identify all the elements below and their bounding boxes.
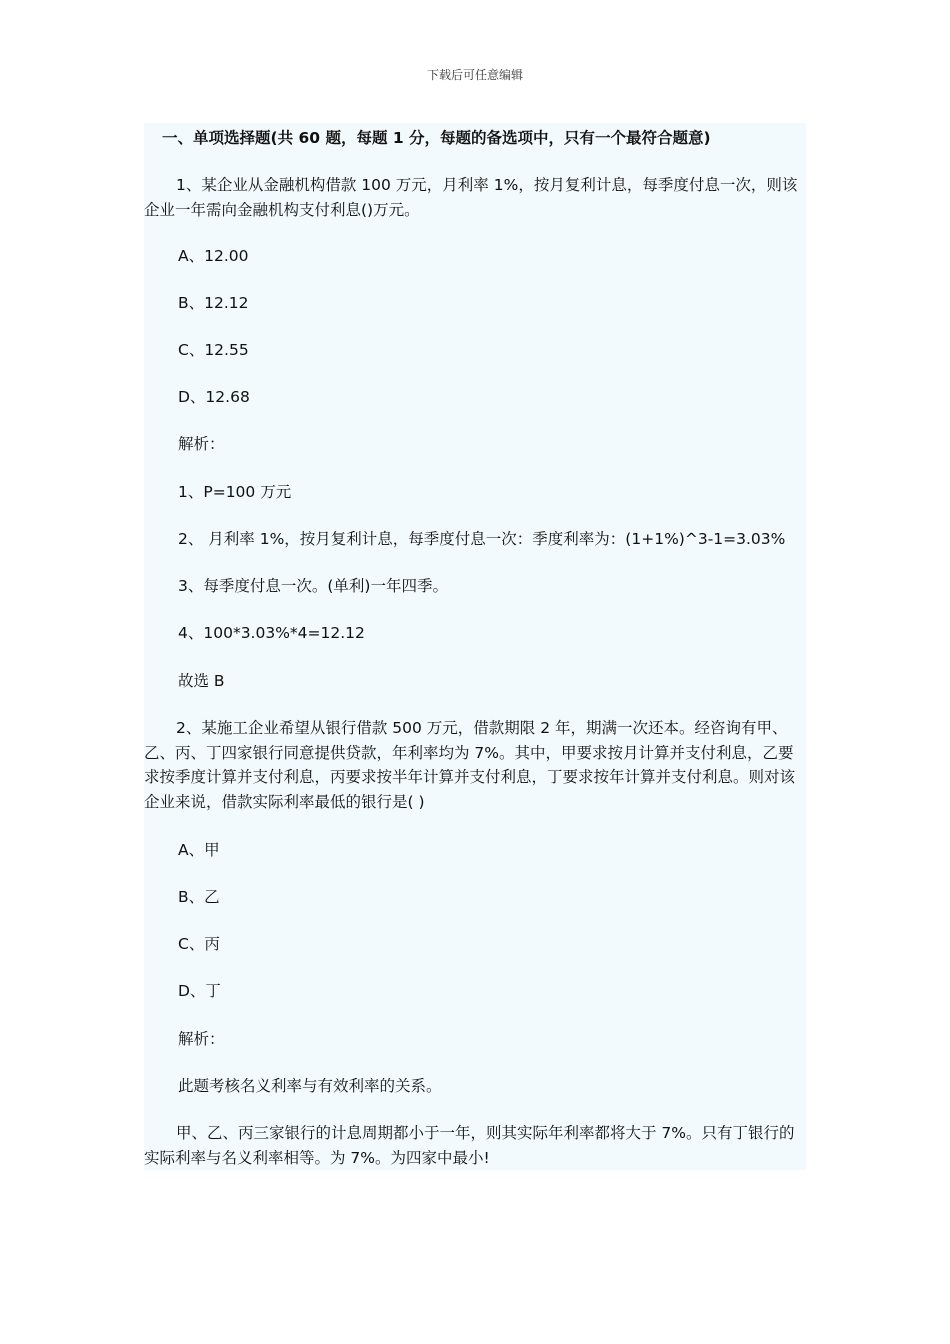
question-2-analysis-line: 此题考核名义利率与有效利率的关系。 (178, 1077, 442, 1095)
question-1-analysis-line: 3、每季度付息一次。(单利)一年四季。 (178, 577, 448, 595)
question-2-analysis-line: 甲、乙、丙三家银行的计息周期都小于一年，则其实际年利率都将大于 7%。只有丁银行的实际利率与名义利率相等。为 7%。为四家中最小! (144, 1124, 795, 1167)
question-1-option-b: B、12.12 (178, 294, 249, 312)
question-1-option-d: D、12.68 (178, 388, 250, 406)
question-1-analysis-line: 2、 月利率 1%，按月复利计息，每季度付息一次：季度利率为：(1+1%)^3-1=3.03% (178, 530, 786, 548)
question-1-option-a: A、12.00 (178, 247, 249, 265)
question-1-analysis-line: 1、P=100 万元 (178, 483, 292, 501)
question-1-analysis-line: 4、100*3.03%*4=12.12 (178, 624, 365, 642)
question-1-option-c: C、12.55 (178, 341, 249, 359)
question-1-stem: 1、某企业从金融机构借款 100 万元，月利率 1%，按月复利计息，每季度付息一次，则该企业一年需向金融机构支付利息()万元。 (144, 176, 798, 219)
question-2-stem: 2、某施工企业希望从银行借款 500 万元，借款期限 2 年，期满一次还本。经咨询有甲、乙、丙、丁四家银行同意提供贷款，年利率均为 7%。其中，甲要求按月计算并支付利息，乙要求按季度计算并支付利息，丙要求按半年计算并支付利息，丁要求按年计算并支付利息。则对该企业来说，借款实际利率最低的银行是( ) (144, 719, 796, 811)
question-2-option-b: B、乙 (178, 888, 220, 906)
question-1-analysis-label: 解析： (178, 435, 225, 453)
question-1-answer: 故选 B (178, 672, 225, 690)
question-2-option-c: C、丙 (178, 935, 220, 953)
section-title: 一、单项选择题(共 60 题，每题 1 分，每题的备选项中，只有一个最符合题意) (162, 129, 711, 147)
question-2-option-a: A、甲 (178, 841, 220, 859)
page-header: 下载后可任意编辑 (426, 68, 523, 82)
question-2-analysis-label: 解析： (178, 1030, 225, 1048)
question-2-option-d: D、丁 (178, 982, 221, 1000)
document-body (144, 123, 806, 1170)
